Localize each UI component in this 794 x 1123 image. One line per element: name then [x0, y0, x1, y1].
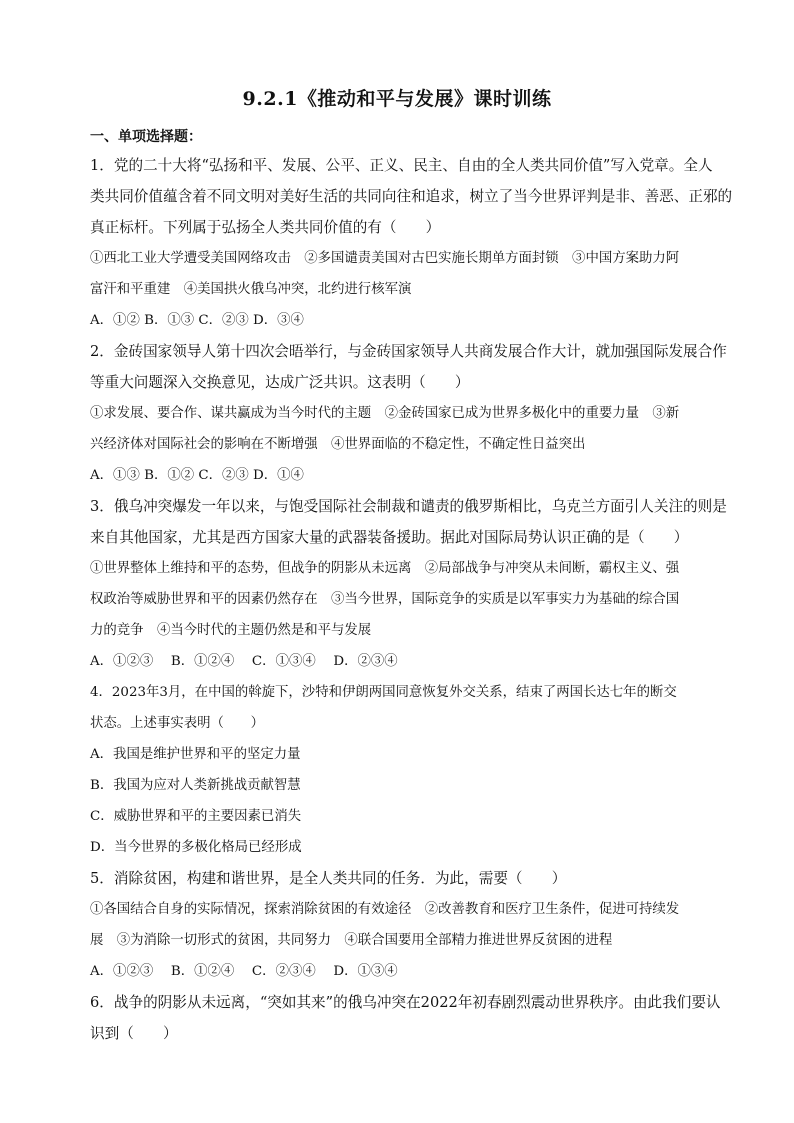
text-line: B．我国为应对人类新挑战贡献智慧: [90, 778, 301, 793]
text-line: 4．2023年3月，在中国的斡旋下，沙特和伊朗两国同意恢复外交关系，结束了两国长达七年的断交: [90, 685, 677, 700]
text-line: A．①③ B．①② C．②③ D．①④: [90, 468, 304, 483]
text-line: 3．俄乌冲突爆发一年以来，与饱受国际社会制裁和谴责的俄罗斯相比，乌克兰方面引人关注的则是: [90, 498, 727, 515]
text-line: 2．金砖国家领导人第十四次会晤举行，与金砖国家领导人共商发展合作大计，就加强国际发展合作: [90, 343, 727, 360]
text-line: 力的竞争 ④当今时代的主题仍然是和平与发展: [90, 623, 372, 638]
text-line: ①各国结合自身的实际情况，探索消除贫困的有效途径 ②改善教育和医疗卫生条件，促进可持续发: [90, 902, 680, 917]
text-line: 展 ③为消除一切形式的贫困，共同努力 ④联合国要用全部精力推进世界反贫困的进程: [90, 933, 613, 948]
text-line: 类共同价值蕴含着不同文明对美好生活的共同向往和追求，树立了当今世界评判是非、善恶、正邪的: [90, 188, 733, 205]
text-line: 兴经济体对国际社会的影响在不断增强 ④世界面临的不稳定性，不确定性日益突出: [90, 437, 586, 452]
text-line: C．威胁世界和平的主要因素已消失: [90, 809, 302, 824]
text-line: 1．党的二十大将“弘扬和平、发展、公平、正义、民主、自由的全人类共同价值”写入党章。全人: [90, 157, 713, 174]
document-title: 9.2.1《推动和平与发展》课时训练: [242, 88, 552, 110]
text-line: 富汗和平重建 ④美国拱火俄乌冲突，北约进行核军演: [90, 282, 412, 297]
section-heading: 一、单项选择题：: [90, 129, 202, 145]
text-line: ①世界整体上维持和平的态势，但战争的阴影从未远离 ②局部战争与冲突从未间断，霸权主义、强: [90, 561, 680, 576]
text-line: 识到（ ）: [90, 1025, 178, 1042]
text-line: 权政治等威胁世界和平的因素仍然存在 ③当今世界，国际竞争的实质是以军事实力为基础的综合国: [90, 592, 680, 607]
text-line: A．①②③ B．①②④ C．①③④ D．②③④: [90, 654, 398, 669]
question-content: [90, 150, 733, 1049]
text-line: D．当今世界的多极化格局已经形成: [90, 840, 302, 855]
text-line: ①西北工业大学遭受美国网络攻击 ②多国谴责美国对古巴实施长期单方面封锁 ③中国方案助力阿: [90, 251, 680, 266]
text-line: A．①②③ B．①②④ C．②③④ D．①③④: [90, 964, 398, 979]
text-line: 等重大问题深入交换意见，达成广泛共识。这表明（ ）: [90, 374, 470, 391]
text-line: A．①② B．①③ C．②③ D．③④: [90, 313, 304, 328]
text-line: ①求发展、要合作、谋共赢成为当今时代的主题 ②金砖国家已成为世界多极化中的重要力量 ③新: [90, 406, 680, 421]
text-line: A．我国是维护世界和平的坚定力量: [90, 747, 301, 762]
text-line: 状态。上述事实表明（ ）: [90, 716, 265, 731]
text-line: 5．消除贫困，构建和谐世界，是全人类共同的任务．为此，需要（ ）: [90, 870, 567, 887]
text-line: 来自其他国家，尤其是西方国家大量的武器装备援助。据此对国际局势认识正确的是（ ）: [90, 529, 689, 546]
text-line: 真正标杆。下列属于弘扬全人类共同价值的有（ ）: [90, 219, 441, 236]
text-line: 6．战争的阴影从未远离，“突如其来”的俄乌冲突在2022年初春剧烈震动世界秩序。由此我们要认: [90, 994, 721, 1011]
